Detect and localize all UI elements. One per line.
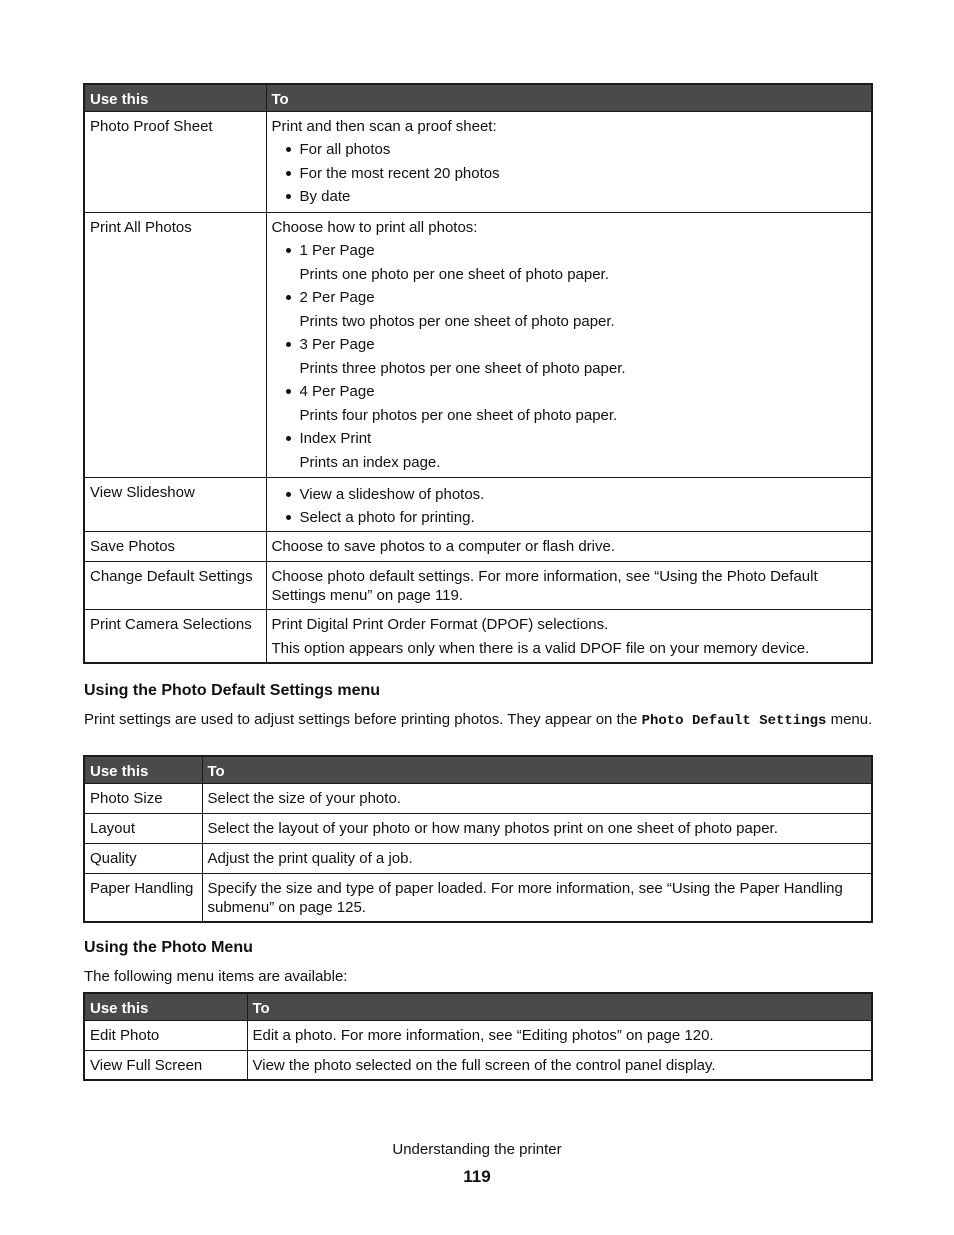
column-header-to: To [247, 993, 872, 1020]
section-paragraph [84, 710, 874, 731]
cell-use: View Slideshow [84, 477, 266, 532]
bullet-list [272, 241, 867, 260]
cell-to: Specify the size and type of paper loaded. For more information, see “Using the Paper Handling submenu” on page 125. [202, 873, 872, 922]
column-header-use-this: Use this [84, 84, 266, 111]
list-item: 2 Per Page [272, 288, 867, 307]
list-item: View a slideshow of photos. [272, 485, 867, 504]
cell-use: Photo Proof Sheet [84, 111, 266, 212]
cell-to: Choose to save photos to a computer or flash drive. [266, 532, 872, 562]
cell-use: View Full Screen [84, 1050, 247, 1080]
footer-chapter-title: Understanding the printer [392, 1141, 562, 1158]
cell-to: Select the layout of your photo or how many photos print on one sheet of photo paper. [202, 813, 872, 843]
list-item: 4 Per Page [272, 382, 867, 401]
table-header-row [84, 993, 872, 1020]
cell-use: Paper Handling [84, 873, 202, 922]
cell-to [266, 477, 872, 532]
item-description: Prints three photos per one sheet of photo paper. [299, 359, 626, 377]
list-item: 1 Per Page [272, 241, 867, 260]
cell-use: Change Default Settings [84, 562, 266, 610]
cell-to: Edit a photo. For more information, see “Editing photos” on page 120. [247, 1020, 872, 1050]
table-row [84, 111, 872, 212]
column-header-use-this: Use this [84, 756, 202, 783]
cell-to [266, 610, 872, 663]
cell-use: Print All Photos [84, 212, 266, 477]
cell-text: Print Digital Print Order Format (DPOF) selections. [271, 616, 609, 633]
cell-use: Photo Size [84, 783, 202, 813]
column-header-use-this: Use this [84, 993, 247, 1020]
page-number: 119 [463, 1167, 491, 1186]
table-row [84, 813, 872, 843]
table-header-row [84, 756, 872, 783]
cell-intro: Print and then scan a proof sheet: [271, 117, 497, 135]
list-item: For all photos [272, 140, 867, 159]
cell-to: Adjust the print quality of a job. [202, 843, 872, 873]
table-row [84, 783, 872, 813]
cell-use: Layout [84, 813, 202, 843]
bullet-list [272, 429, 867, 448]
cell-use: Print Camera Selections [84, 610, 266, 663]
menu-name-code: Photo Default Settings [641, 713, 827, 729]
item-description: Prints two photos per one sheet of photo paper. [299, 312, 615, 330]
cell-use: Edit Photo [84, 1020, 247, 1050]
table-row [84, 532, 872, 562]
bullet-list [272, 382, 867, 401]
table-row [84, 873, 872, 922]
section-heading-photo-menu: Using the Photo Menu [84, 939, 253, 956]
photo-options-table [83, 83, 873, 664]
table-row [84, 1020, 872, 1050]
list-item: By date [272, 187, 867, 206]
list-item: For the most recent 20 photos [272, 164, 867, 183]
photo-default-settings-table [83, 755, 873, 923]
table-row [84, 843, 872, 873]
cell-note: This option appears only when there is a valid DPOF file on your memory device. [271, 639, 810, 657]
item-description: Prints four photos per one sheet of photo paper. [299, 406, 618, 424]
cell-to: Choose photo default settings. For more information, see “Using the Photo Default Settings menu” on page 119. [266, 562, 872, 610]
section-paragraph: The following menu items are available: [84, 968, 348, 985]
cell-use: Quality [84, 843, 202, 873]
item-description: Prints an index page. [299, 453, 441, 471]
paragraph-text: Print settings are used to adjust settings before printing photos. They appear on the [84, 711, 642, 728]
cell-use: Save Photos [84, 532, 266, 562]
list-item: 3 Per Page [272, 335, 867, 354]
section-heading-photo-default-settings: Using the Photo Default Settings menu [84, 682, 381, 699]
list-item: Index Print [272, 429, 867, 448]
paragraph-text: menu. [826, 711, 873, 728]
column-header-to: To [266, 84, 872, 111]
bullet-list [272, 288, 867, 307]
cell-to [266, 111, 872, 212]
list-item: Select a photo for printing. [272, 508, 867, 527]
cell-to: Select the size of your photo. [202, 783, 872, 813]
cell-intro: Choose how to print all photos: [271, 218, 478, 236]
table-row [84, 477, 872, 532]
cell-to: View the photo selected on the full screen of the control panel display. [247, 1050, 872, 1080]
table-header-row [84, 84, 872, 111]
item-description: Prints one photo per one sheet of photo paper. [299, 265, 609, 283]
bullet-list [272, 140, 867, 206]
table-row [84, 212, 872, 477]
table-row [84, 562, 872, 610]
bullet-list [272, 335, 867, 354]
photo-menu-table [83, 992, 873, 1081]
column-header-to: To [202, 756, 872, 783]
table-row [84, 610, 872, 663]
bullet-list [272, 485, 867, 528]
table-row [84, 1050, 872, 1080]
cell-to [266, 212, 872, 477]
